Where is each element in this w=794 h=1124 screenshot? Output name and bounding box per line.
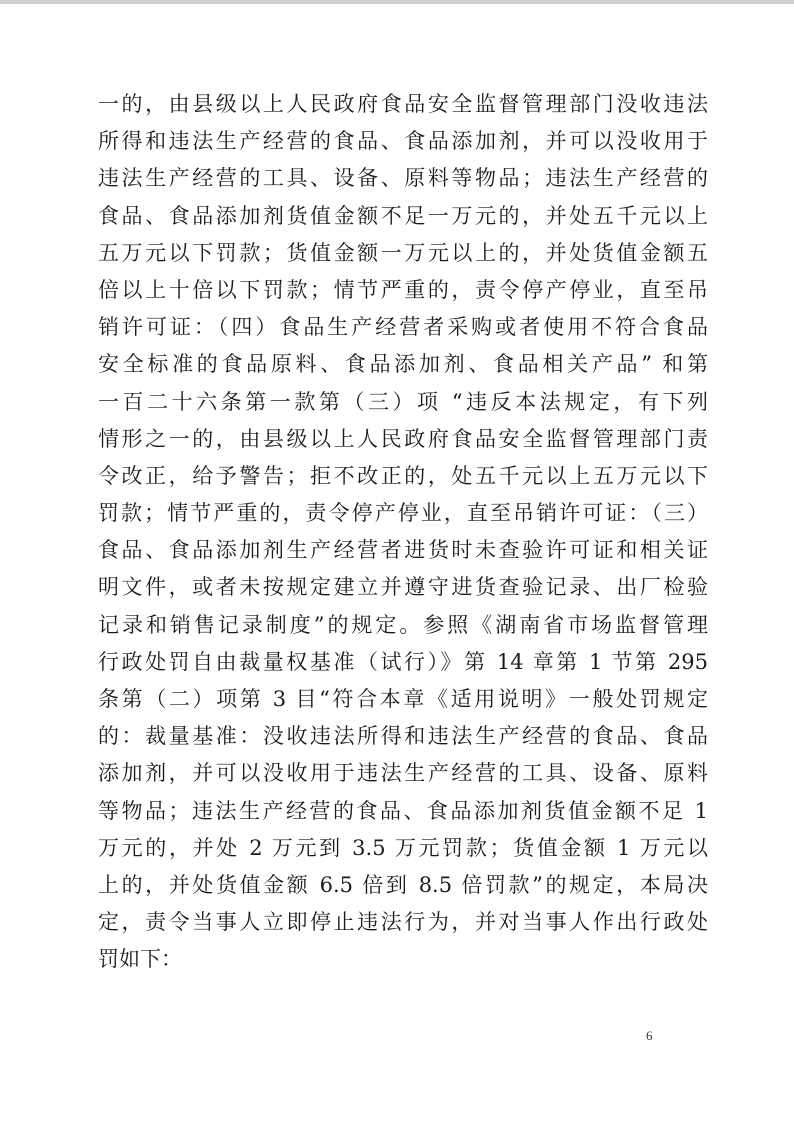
text-line: 食品、食品添加剂生产经营者进货时未查验许可证和相关证 bbox=[98, 538, 708, 563]
text-line: 万元的，并处 2 万元到 3.5 万元罚款；货值金额 1 万元以 bbox=[98, 835, 708, 860]
text-line: 安全标准的食品原料、食品添加剂、食品相关产品” 和第 bbox=[98, 352, 708, 377]
text-line: 倍以上十倍以下罚款；情节严重的，责令停产停业，直至吊 bbox=[98, 277, 708, 302]
text-line: 违法生产经营的工具、设备、原料等物品；违法生产经营的 bbox=[98, 166, 708, 191]
text-line: 等物品；违法生产经营的食品、食品添加剂货值金额不足 1 bbox=[98, 798, 708, 823]
text-line: 一百二十六条第一款第（三）项 “违反本法规定，有下列 bbox=[98, 389, 708, 414]
text-line: 食品、食品添加剂货值金额不足一万元的，并处五千元以上 bbox=[98, 203, 708, 228]
text-line: 定，责令当事人立即停止违法行为，并对当事人作出行政处 bbox=[98, 910, 708, 935]
text-line: 上的，并处货值金额 6.5 倍到 8.5 倍罚款”的规定，本局决 bbox=[98, 872, 708, 897]
page-number: 6 bbox=[646, 1028, 653, 1043]
text-line: 条第（二）项第 3 目“符合本章《适用说明》一般处罚规定 bbox=[98, 687, 708, 711]
text-line: 记录和销售记录制度”的规定。参照《湖南省市场监督管理 bbox=[98, 612, 708, 637]
text-line: 一的，由县级以上人民政府食品安全监督管理部门没收违法 bbox=[98, 92, 708, 116]
document-body bbox=[98, 86, 708, 979]
text-line: 的：裁量基准：没收违法所得和违法生产经营的食品、食品 bbox=[98, 724, 708, 749]
text-line: 五万元以下罚款；货值金额一万元以上的，并处货值金额五 bbox=[98, 240, 708, 265]
top-border bbox=[0, 0, 794, 4]
text-line: 销许可证：（四）食品生产经营者采购或者使用不符合食品 bbox=[98, 315, 708, 340]
text-line: 罚款；情节严重的，责令停产停业，直至吊销许可证：（三） bbox=[98, 501, 708, 526]
text-line: 添加剂，并可以没收用于违法生产经营的工具、设备、原料 bbox=[98, 761, 708, 786]
text-line: 罚如下： bbox=[98, 947, 182, 972]
text-line: 行政处罚自由裁量权基准（试行）》第 14 章第 1 节第 295 bbox=[98, 649, 708, 674]
text-line: 明文件，或者未按规定建立并遵守进货查验记录、出厂检验 bbox=[98, 575, 708, 600]
text-line: 情形之一的，由县级以上人民政府食品安全监督管理部门责 bbox=[98, 426, 708, 451]
text-line: 所得和违法生产经营的食品、食品添加剂，并可以没收用于 bbox=[98, 129, 708, 154]
text-line: 令改正，给予警告；拒不改正的，处五千元以上五万元以下 bbox=[98, 463, 708, 488]
